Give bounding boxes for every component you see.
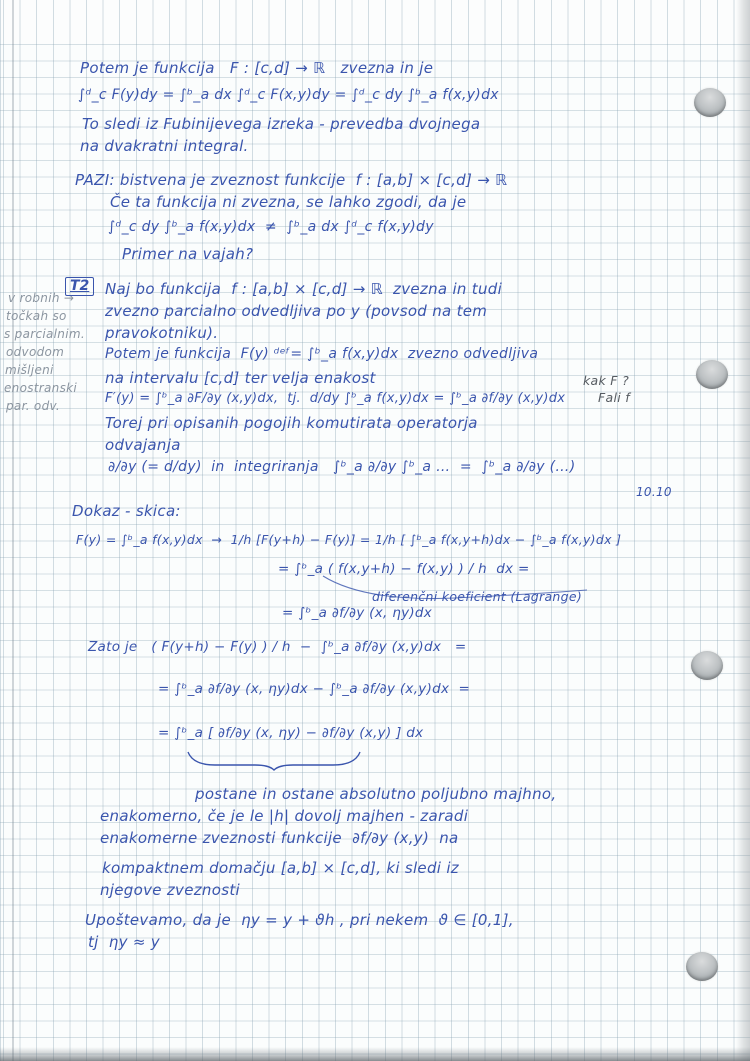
correction-note-2: Fali f	[598, 390, 630, 405]
margin-note-6: enostranski	[4, 381, 78, 395]
line-zato-3: = ∫ᵇ_a [ ∂f/∂y (x, ηy) − ∂f/∂y (x,y) ] dx	[158, 725, 424, 741]
line-odvajanja: odvajanja	[105, 436, 181, 454]
margin-note-5: mišljeni	[5, 363, 54, 377]
line-dokaz-1: F(y) = ∫ᵇ_a f(x,y)dx → 1/h [F(y+h) − F(y)] = 1/h [ ∫ᵇ_a f(x,y+h)dx − ∫ᵇ_a f(x,y)dx ]	[76, 532, 622, 547]
hole-punch	[691, 651, 723, 680]
line-zato-2: = ∫ᵇ_a ∂f/∂y (x, ηy)dx − ∫ᵇ_a ∂f/∂y (x,y)dx =	[158, 681, 471, 697]
margin-note-2: točkah so	[6, 309, 67, 323]
line-to-sledi: To sledi iz Fubinijevega izreka - prevedba dvojnega	[82, 115, 481, 133]
line-komutacija: ∂/∂y (= d/dy) in integriranja ∫ᵇ_a ∂/∂y ∫ᵇ_a … = ∫ᵇ_a ∂/∂y (…)	[108, 459, 576, 475]
line-dokaz-skica: Dokaz - skica:	[72, 502, 181, 520]
line-enakomerne: enakomerne zveznosti funkcije ∂f/∂y (x,y) na	[100, 829, 459, 847]
line-potem-je-funkcija: Potem je funkcija F : [c,d] → ℝ zvezna in je	[80, 59, 434, 77]
margin-note-1: v robnih →	[8, 291, 75, 305]
line-torej: Torej pri opisanih pogojih komutirata operatorja	[105, 414, 478, 432]
line-t2-5: na intervalu [c,d] ter velja enakost	[105, 369, 376, 387]
line-t2-3: pravokotniku).	[105, 324, 219, 342]
line-pazi: PAZI: bistvena je zveznost funkcije f : [a,b] × [c,d] → ℝ	[75, 171, 508, 189]
line-odvod-formula: F′(y) = ∫ᵇ_a ∂F/∂y (x,y)dx, tj. d/dy ∫ᵇ_a f(x,y)dx = ∫ᵇ_a ∂f/∂y (x,y)dx	[105, 391, 566, 406]
line-kompaktnem: kompaktnem domačju [a,b] × [c,d], ki sledi iz	[102, 859, 459, 877]
line-zato-je: Zato je ( F(y+h) − F(y) ) / h − ∫ᵇ_a ∂f/∂y (x,y)dx =	[88, 639, 467, 655]
line-upostevamo: Upoštevamo, da je ηy = y + ϑh , pri nekem ϑ ∈ [0,1],	[85, 911, 514, 929]
line-ce-ta-funkcija: Če ta funkcija ni zvezna, se lahko zgodi, da je	[110, 193, 467, 211]
margin-note-4: odvodom	[6, 345, 65, 359]
correction-note-1: kak F ?	[583, 373, 630, 388]
date-note: 10.10	[636, 485, 672, 499]
line-t2-4: Potem je funkcija F(y) ᵈᵉᶠ= ∫ᵇ_a f(x,y)dx zvezno odvedljiva	[105, 346, 539, 362]
line-primer: Primer na vajah?	[122, 245, 254, 263]
hole-punch	[694, 88, 726, 117]
margin-note-7: par. odv.	[6, 399, 61, 413]
underbrace	[185, 750, 363, 772]
theorem-t2-label: T2	[70, 278, 90, 294]
margin-note-3: s parcialnim.	[4, 327, 85, 341]
line-na-dvakratni: na dvakratni integral.	[80, 137, 249, 155]
line-tj: tj ηy ≈ y	[88, 933, 160, 951]
hole-punch	[686, 952, 718, 981]
line-postane: postane in ostane absolutno poljubno majhno,	[195, 785, 557, 803]
line-neenakost: ∫ᵈ_c dy ∫ᵇ_a f(x,y)dx ≠ ∫ᵇ_a dx ∫ᵈ_c f(x,y)dy	[108, 219, 434, 235]
line-fubini-formula: ∫ᵈ_c F(y)dy = ∫ᵇ_a dx ∫ᵈ_c F(x,y)dy = ∫ᵈ_c dy ∫ᵇ_a f(x,y)dx	[78, 87, 499, 103]
line-enakomerno: enakomerno, če je le |h| dovolj majhen - zaradi	[100, 807, 469, 825]
page-right-edge-shadow	[736, 0, 750, 1061]
line-dokaz-3: = ∫ᵇ_a ∂f/∂y (x, ηy)dx	[282, 605, 433, 621]
line-t2-1: Naj bo funkcija f : [a,b] × [c,d] → ℝ zvezna in tudi	[105, 280, 503, 298]
page-bottom-edge-shadow	[0, 1047, 750, 1061]
line-t2-2: zvezno parcialno odvedljiva po y (povsod na tem	[105, 302, 488, 320]
line-dokaz-2: = ∫ᵇ_a ( f(x,y+h) − f(x,y) ) / h dx =	[278, 561, 530, 577]
note-lagrange: diferenčni koeficient (Lagrange)	[372, 589, 583, 604]
line-njegove: njegove zveznosti	[100, 881, 240, 899]
lagrange-connector-curve	[305, 572, 595, 612]
hole-punch	[696, 360, 728, 389]
